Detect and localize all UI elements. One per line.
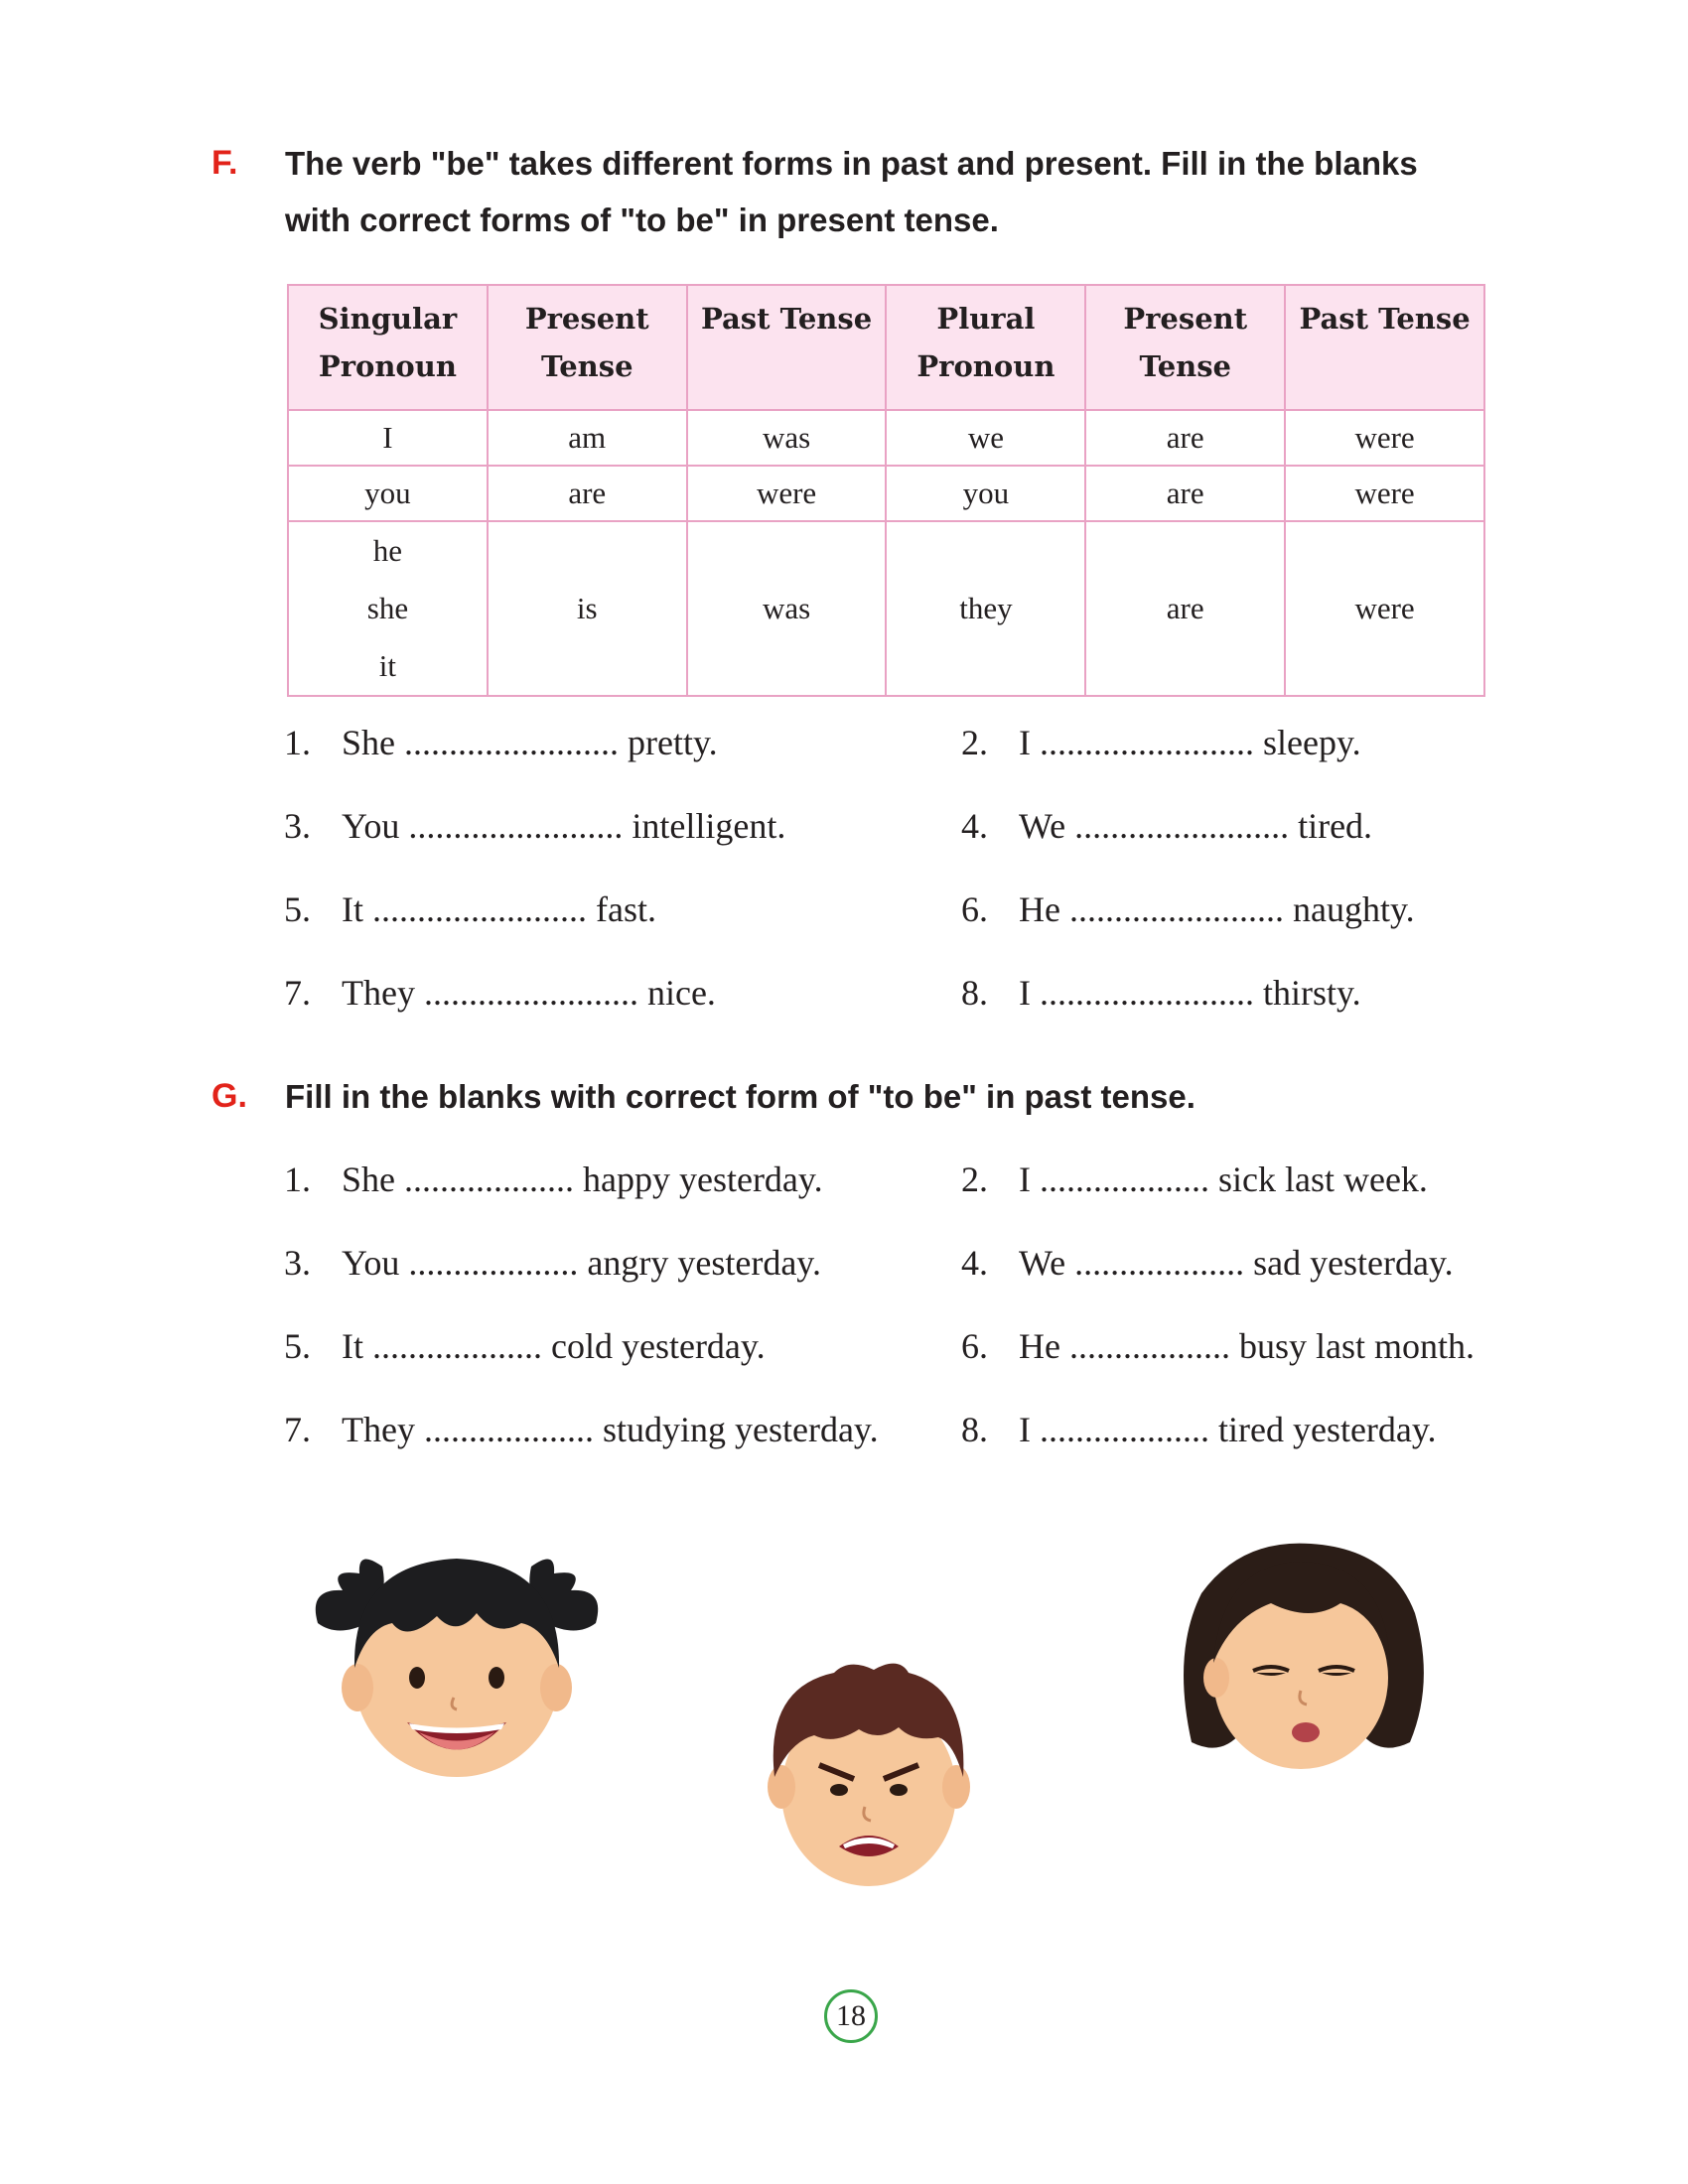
header-present-tense: [488, 285, 687, 410]
cell-plural: you: [886, 466, 1085, 521]
happy-girl-face-icon: [298, 1529, 616, 1787]
exercise-text: I ................... sick last week.: [1019, 1160, 1428, 1199]
section-f-instruction-line-2: with correct forms of "to be" in present tense.: [285, 202, 999, 238]
exercise-number: 8.: [961, 1410, 988, 1449]
exercise-text: You ........................ intelligent.: [342, 806, 786, 846]
exercise-text: We ................... sad yesterday.: [1019, 1243, 1454, 1283]
header-plural-present-tense: [1085, 285, 1285, 410]
exercise-text: He ........................ naughty.: [1019, 889, 1415, 929]
exercise-text: It ................... cold yesterday.: [342, 1326, 766, 1366]
section-f-instruction-line-1: The verb "be" takes different forms in past and present. Fill in the blanks: [285, 145, 1418, 182]
exercise-number: 6.: [961, 889, 988, 929]
pronoun-she: she: [366, 591, 409, 625]
cell-present: am: [488, 410, 687, 466]
exercise-text: You ................... angry yesterday.: [342, 1243, 821, 1283]
cell-present: is: [488, 521, 687, 696]
exercise-text: I ........................ sleepy.: [1019, 723, 1361, 762]
cell-past: was: [687, 521, 887, 696]
verb-be-table: [287, 284, 1485, 697]
exercise-number: 2.: [961, 723, 988, 762]
exercise-text: They ........................ nice.: [342, 973, 716, 1013]
table-row: [288, 466, 1484, 521]
cell-singular: you: [288, 466, 488, 521]
cell-singular: I: [288, 410, 488, 466]
exercise-text: We ........................ tired.: [1019, 806, 1373, 846]
header-past-tense: [687, 285, 887, 410]
cell-plural-present: are: [1085, 466, 1285, 521]
exercise-number: 7.: [284, 1410, 311, 1449]
cell-plural-present: are: [1085, 521, 1285, 696]
table-header-row: [288, 285, 1484, 410]
table-row: [288, 521, 1484, 696]
exercise-number: 1.: [284, 1160, 311, 1199]
header-singular-pronoun: [288, 285, 488, 410]
header-line: Present: [1123, 302, 1248, 336]
exercise-number: 6.: [961, 1326, 988, 1366]
table-row: [288, 410, 1484, 466]
cell-plural-past: were: [1285, 410, 1484, 466]
cell-plural-past: were: [1285, 521, 1484, 696]
header-line: Pronoun: [916, 349, 1055, 383]
exercise-number: 5.: [284, 889, 311, 929]
section-f-instruction: [285, 135, 1506, 248]
exercise-number: 3.: [284, 1243, 311, 1283]
cell-plural-past: were: [1285, 466, 1484, 521]
exercise-text: They ................... studying yesterday.: [342, 1410, 879, 1449]
header-line: Tense: [1139, 349, 1232, 383]
cell-plural: they: [886, 521, 1085, 696]
cell-past: were: [687, 466, 887, 521]
exercise-text: I ................... tired yesterday.: [1019, 1410, 1437, 1449]
header-line: Plural: [936, 302, 1036, 336]
exercise-number: 8.: [961, 973, 988, 1013]
pronoun-he: he: [372, 533, 403, 568]
exercise-number: 2.: [961, 1160, 988, 1199]
exercise-number: 1.: [284, 723, 311, 762]
section-g-letter: G.: [211, 1077, 247, 1115]
pronoun-it: it: [378, 648, 397, 683]
exercise-number: 4.: [961, 1243, 988, 1283]
cell-present: are: [488, 466, 687, 521]
page-number: 18: [824, 1989, 878, 2043]
exercise-text: I ........................ thirsty.: [1019, 973, 1361, 1013]
exercise-number: 7.: [284, 973, 311, 1013]
header-line: Present: [524, 302, 649, 336]
exercise-number: 5.: [284, 1326, 311, 1366]
exercise-text: She ........................ pretty.: [342, 723, 718, 762]
exercise-text: He .................. busy last month.: [1019, 1326, 1475, 1366]
header-plural-past-tense: [1285, 285, 1484, 410]
header-line: Past Tense: [1299, 302, 1471, 336]
cell-past: was: [687, 410, 887, 466]
angry-boy-face-icon: [740, 1648, 998, 1896]
tired-girl-face-icon: [1162, 1534, 1440, 1792]
exercise-text: She ................... happy yesterday.: [342, 1160, 823, 1199]
exercise-number: 4.: [961, 806, 988, 846]
section-g-instruction: Fill in the blanks with correct form of "to be" in past tense.: [285, 1078, 1196, 1115]
section-f-letter: F.: [211, 144, 238, 182]
header-line: Past Tense: [700, 302, 873, 336]
exercise-number: 3.: [284, 806, 311, 846]
cell-plural: we: [886, 410, 1085, 466]
header-line: Singular: [318, 302, 458, 336]
cell-plural-present: are: [1085, 410, 1285, 466]
header-line: Pronoun: [318, 349, 457, 383]
header-plural-pronoun: [886, 285, 1085, 410]
cell-singular: [288, 521, 488, 696]
exercise-text: It ........................ fast.: [342, 889, 656, 929]
header-line: Tense: [540, 349, 633, 383]
